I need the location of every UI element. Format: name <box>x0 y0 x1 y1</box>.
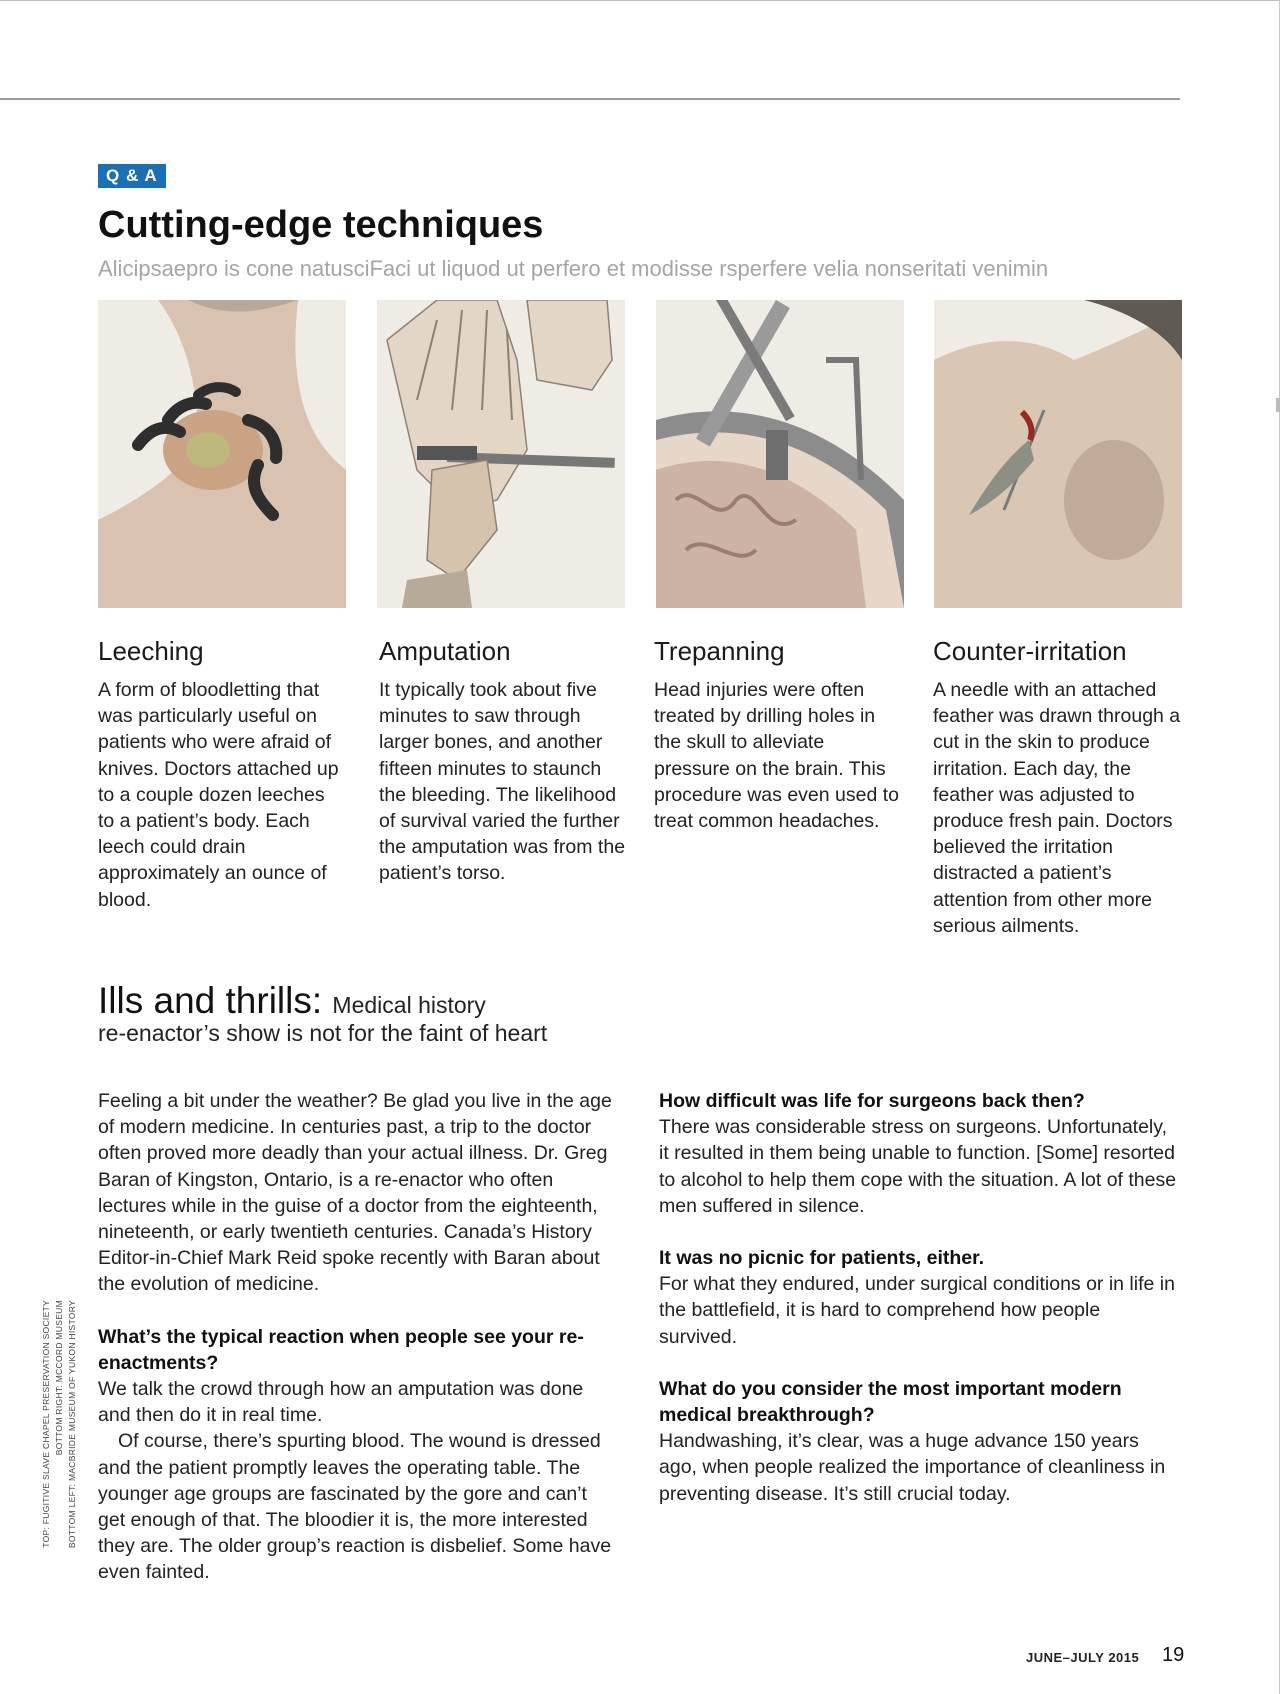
credit-line-3: BOTTOM LEFT: MACBRIDE MUSEUM OF YUKON HISTORY <box>67 1300 77 1549</box>
trepanning-illustration <box>656 300 904 608</box>
answer-4: Handwashing, it’s clear, was a huge advance 150 years ago, when people realized the importance of cleanliness in preventing disease. It’s still crucial today. <box>659 1430 1166 1505</box>
technique-body-leeching: A form of bloodletting that was particularly useful on patients who were afraid of knives. Doctors attached up to a couple dozen leeches to a patient’s body. Each leech could drain approximately an ounce of blood. <box>98 679 339 911</box>
answer-2: There was considerable stress on surgeons. Unfortunately, it resulted in them being unable to function. [Some] resorted to alcohol to help them cope with the situation. A lot of these men suffered in silence. <box>659 1116 1177 1217</box>
question-4: What do you consider the most important modern medical breakthrough? <box>659 1377 1122 1427</box>
credit-line-1: TOP: FUGITIVE SLAVE CHAPEL PRESERVATION SOCIETY <box>41 1300 51 1548</box>
page-title: Cutting-edge techniques <box>98 204 544 246</box>
article-column-right <box>659 1088 1179 1507</box>
question-3: It was no picnic for patients, either. <box>659 1247 985 1270</box>
technique-heading-leeching: Leeching <box>98 636 204 666</box>
edge-marker <box>1276 398 1280 412</box>
page-number: 19 <box>1162 1644 1185 1666</box>
article-column-left <box>98 1088 618 1586</box>
question-1: What’s the typical reaction when people see your re-enactments? <box>98 1325 584 1374</box>
page-subtitle: Alicipsaepro is cone natusciFaci ut liquod ut perfero et modisse rsperfere velia nonseritati venimin <box>98 256 1049 281</box>
amputation-illustration <box>377 300 625 608</box>
answer-3: For what they endured, under surgical conditions or in life in the battlefield, it is hard to comprehend how people survived. <box>659 1273 1175 1348</box>
technique-heading-amputation: Amputation <box>379 636 511 666</box>
technique-heading-trepanning: Trepanning <box>654 636 785 666</box>
credit-line-2: BOTTOM RIGHT: MCCORD MUSEUM <box>54 1300 64 1456</box>
photo-credits <box>40 1300 79 1600</box>
issue-date: JUNE–JULY 2015 <box>1026 1650 1140 1665</box>
header-rule <box>0 98 1180 100</box>
article-deck: re-enactor’s show is not for the faint of heart <box>98 1020 548 1046</box>
page-border-top <box>0 0 1280 1</box>
technique-body-amputation: It typically took about five minutes to saw through larger bones, and another fifteen minutes to staunch the bleeding. The likelihood of survival varied the further the amputation was from the patient’s torso. <box>379 679 626 885</box>
article-headline-main: Ills and thrills: <box>98 980 323 1021</box>
article-intro: Feeling a bit under the weather? Be glad you live in the age of modern medicine. In centuries past, a trip to the doctor often proved more deadly than your actual illness. Dr. Greg Baran of Kingston, Ontario, is a re-enactor who often lectures while in the guise of a doctor from the eighteenth, nineteenth, or early twentieth centuries. Canada’s History Editor-in-Chief Mark Reid spoke recently with Baran about the evolution of medicine. <box>98 1090 612 1296</box>
answer-1-paragraph-2: Of course, there’s spurting blood. The wound is dressed and the patient promptly leaves the operating table. The younger age groups are fascinated by the gore and can’t get enough of that. The bloodier it is, the more interested they are. The older group’s reaction is disbelief. Some have even fainted. <box>98 1430 612 1584</box>
question-2: How difficult was life for surgeons back then? <box>659 1090 1085 1112</box>
technique-body-trepanning: Head injuries were often treated by drilling holes in the skull to alleviate pressure on the brain. This procedure was even used to treat common headaches. <box>654 679 899 833</box>
leeching-illustration <box>98 300 346 608</box>
technique-body-counter-irritation: A needle with an attached feather was drawn through a cut in the skin to produce irritation. Each day, the feather was adjusted to produce fresh pain. Doctors believed the irritation distracted a patient’s attention from other more serious ailments. <box>933 679 1181 937</box>
section-badge: Q & A <box>98 164 166 188</box>
answer-1-paragraph-1: We talk the crowd through how an amputation was done and then do it in real time. <box>98 1378 584 1427</box>
article-kicker: Medical history <box>332 992 486 1018</box>
counter-irritation-illustration <box>934 300 1182 608</box>
technique-heading-counter-irritation: Counter-irritation <box>933 636 1127 666</box>
